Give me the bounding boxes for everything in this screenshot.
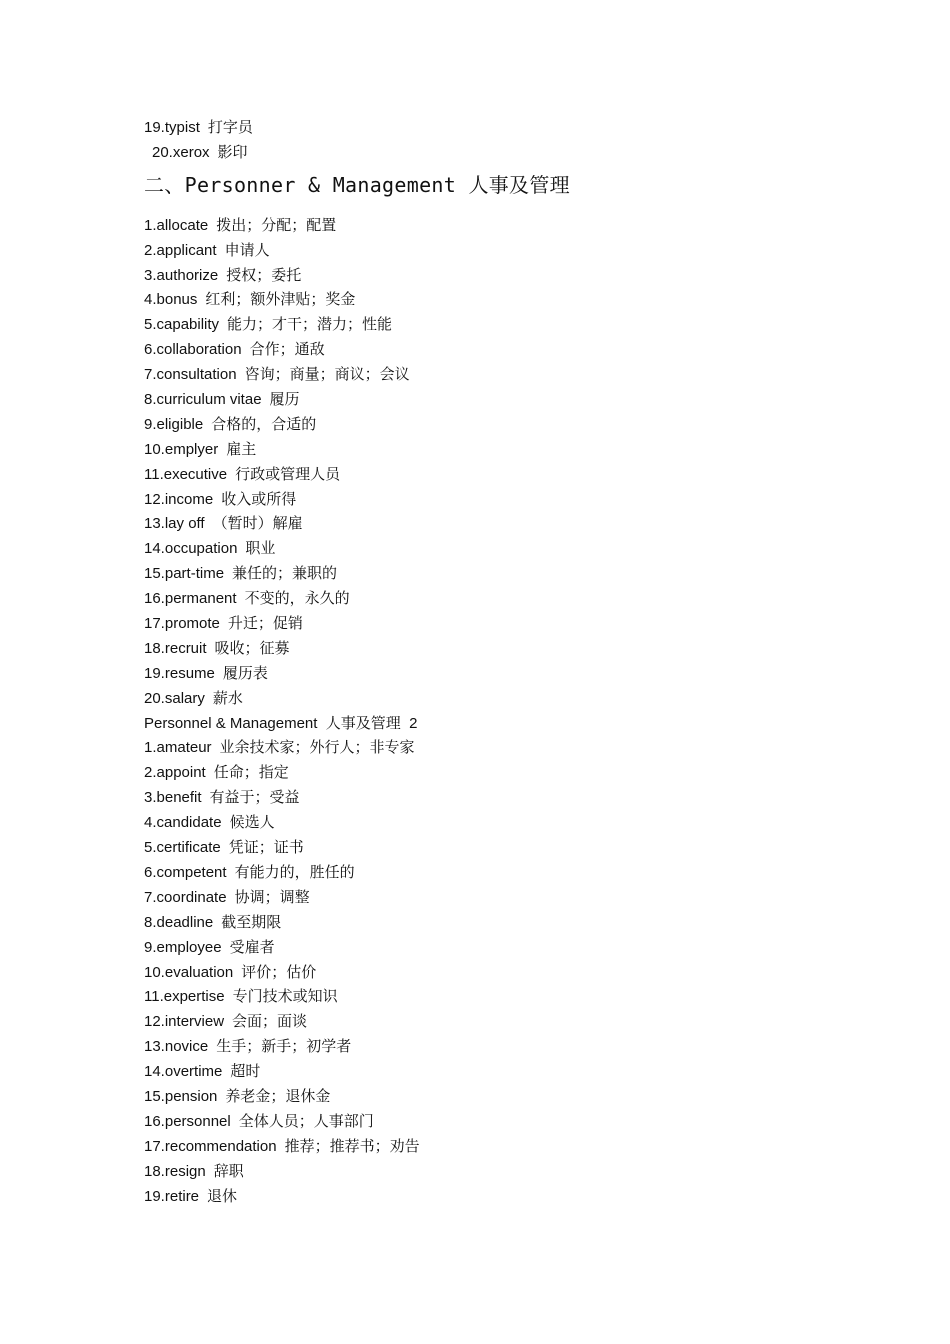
term: 8.curriculum vitae (144, 391, 262, 409)
definition: 雇主 (226, 440, 257, 458)
term: 6.collaboration (144, 341, 242, 359)
list-item-typist (144, 116, 864, 141)
list-item (144, 264, 864, 289)
list-item (144, 338, 864, 363)
list-item (144, 886, 864, 911)
list-item (144, 687, 864, 712)
document-page (144, 116, 864, 1209)
term: 12.interview (144, 1013, 225, 1031)
definition: 候选人 (229, 814, 275, 832)
term: 16.personnel (144, 1112, 231, 1130)
definition: 专门技术或知识 (232, 988, 338, 1006)
term: 14.overtime (144, 1063, 223, 1081)
term: 13.lay off (144, 515, 205, 533)
list-item (144, 1185, 864, 1210)
term: 20.salary (144, 689, 205, 707)
list-item (144, 811, 864, 836)
list-item (144, 761, 864, 786)
definition: 退休 (207, 1187, 238, 1205)
term: 3.benefit (144, 789, 202, 807)
list-item (144, 363, 864, 388)
list-item (144, 911, 864, 936)
term: 7.consultation (144, 366, 237, 384)
term: 4.candidate (144, 814, 222, 832)
list-item (144, 1010, 864, 1035)
term: 10.evaluation (144, 963, 234, 981)
list-item (144, 388, 864, 413)
list-item-xerox (144, 141, 864, 166)
list-item (144, 239, 864, 264)
list-item (144, 438, 864, 463)
definition: 履历表 (222, 664, 268, 682)
list-item (144, 463, 864, 488)
definition: 吸收；征募 (214, 639, 290, 657)
list-item (144, 861, 864, 886)
term: 19.typist (144, 119, 200, 136)
definition: 会面；面谈 (232, 1013, 308, 1031)
definition: 全体人员；人事部门 (238, 1112, 374, 1130)
list-item (144, 786, 864, 811)
definition: 推荐；推荐书；劝告 (284, 1137, 420, 1155)
definition: 任命；指定 (213, 764, 289, 782)
definition: 合作；通敌 (249, 341, 325, 359)
subheading: Personnel & Management 人事及管理 2 (144, 714, 418, 732)
vocabulary-list-2 (144, 736, 864, 1209)
list-item (144, 1135, 864, 1160)
definition: 升迁；促销 (227, 615, 303, 633)
list-item (144, 985, 864, 1010)
definition: 打字员 (207, 119, 253, 136)
definition: 薪水 (212, 689, 243, 707)
definition: 不变的，永久的 (244, 590, 350, 608)
term: 9.eligible (144, 415, 204, 433)
list-item (144, 537, 864, 562)
definition: 行政或管理人员 (235, 465, 341, 483)
term: 6.competent (144, 863, 227, 881)
list-item (144, 1160, 864, 1185)
term: 1.allocate (144, 216, 209, 234)
term: 12.income (144, 490, 214, 508)
definition: 生手；新手；初学者 (216, 1038, 352, 1056)
definition: （暂时）解雇 (212, 515, 303, 533)
term: 4.bonus (144, 291, 198, 309)
term: 16.permanent (144, 590, 237, 608)
list-item (144, 736, 864, 761)
definition: 红利；额外津贴；奖金 (205, 291, 356, 309)
list-item (144, 288, 864, 313)
definition: 合格的，合适的 (211, 415, 317, 433)
term: 9.employee (144, 938, 222, 956)
term: 19.retire (144, 1187, 200, 1205)
list-item (144, 1035, 864, 1060)
term: 2.appoint (144, 764, 206, 782)
list-item (144, 1085, 864, 1110)
definition: 职业 (245, 540, 276, 558)
definition: 履历 (269, 391, 300, 409)
term: 5.certificate (144, 839, 221, 857)
term: 3.authorize (144, 266, 219, 284)
term: 17.recommendation (144, 1137, 277, 1155)
definition: 咨询；商量；商议；会议 (244, 366, 410, 384)
list-item (144, 637, 864, 662)
definition: 截至期限 (221, 913, 282, 931)
list-item (144, 612, 864, 637)
definition: 凭证；证书 (228, 839, 304, 857)
definition: 影印 (217, 143, 248, 161)
definition: 申请人 (224, 241, 270, 259)
term: 18.recruit (144, 639, 207, 657)
list-item (144, 836, 864, 861)
list-item (144, 662, 864, 687)
term: 5.capability (144, 316, 220, 334)
term: 15.pension (144, 1087, 218, 1105)
definition: 兼任的；兼职的 (232, 565, 338, 583)
list-item (144, 936, 864, 961)
list-item (144, 1060, 864, 1085)
term: 19.resume (144, 664, 215, 682)
term: 14.occupation (144, 540, 238, 558)
list-item (144, 413, 864, 438)
definition: 评价；估价 (241, 963, 317, 981)
term: 13.novice (144, 1038, 209, 1056)
definition: 辞职 (213, 1162, 244, 1180)
term: 11.executive (144, 465, 228, 483)
definition: 超时 (230, 1063, 261, 1081)
list-item (144, 313, 864, 338)
list-item (144, 961, 864, 986)
vocabulary-list-1 (144, 214, 864, 712)
list-item (144, 587, 864, 612)
term: 11.expertise (144, 988, 225, 1006)
list-item (144, 1110, 864, 1135)
list-item (144, 562, 864, 587)
definition: 授权；委托 (226, 266, 302, 284)
list-item (144, 512, 864, 537)
term: 20.xerox (152, 143, 210, 161)
term: 10.emplyer (144, 440, 219, 458)
term: 18.resign (144, 1162, 206, 1180)
term: 17.promote (144, 615, 220, 633)
term: 2.applicant (144, 241, 217, 259)
definition: 收入或所得 (221, 490, 297, 508)
definition: 受雇者 (229, 938, 275, 956)
term: 8.deadline (144, 913, 214, 931)
definition: 协调；调整 (234, 888, 310, 906)
definition: 养老金；退休金 (225, 1087, 331, 1105)
definition: 拨出；分配；配置 (216, 216, 337, 234)
definition: 业余技术家；外行人；非专家 (219, 739, 415, 757)
list-item (144, 488, 864, 513)
definition: 有能力的，胜任的 (234, 863, 355, 881)
term: 15.part-time (144, 565, 225, 583)
definition: 有益于；受益 (209, 789, 300, 807)
section-heading: 二、Personner & Management 人事及管理 (144, 172, 570, 197)
definition: 能力；才干；潜力；性能 (227, 316, 393, 334)
list-item (144, 214, 864, 239)
term: 1.amateur (144, 739, 212, 757)
term: 7.coordinate (144, 888, 227, 906)
